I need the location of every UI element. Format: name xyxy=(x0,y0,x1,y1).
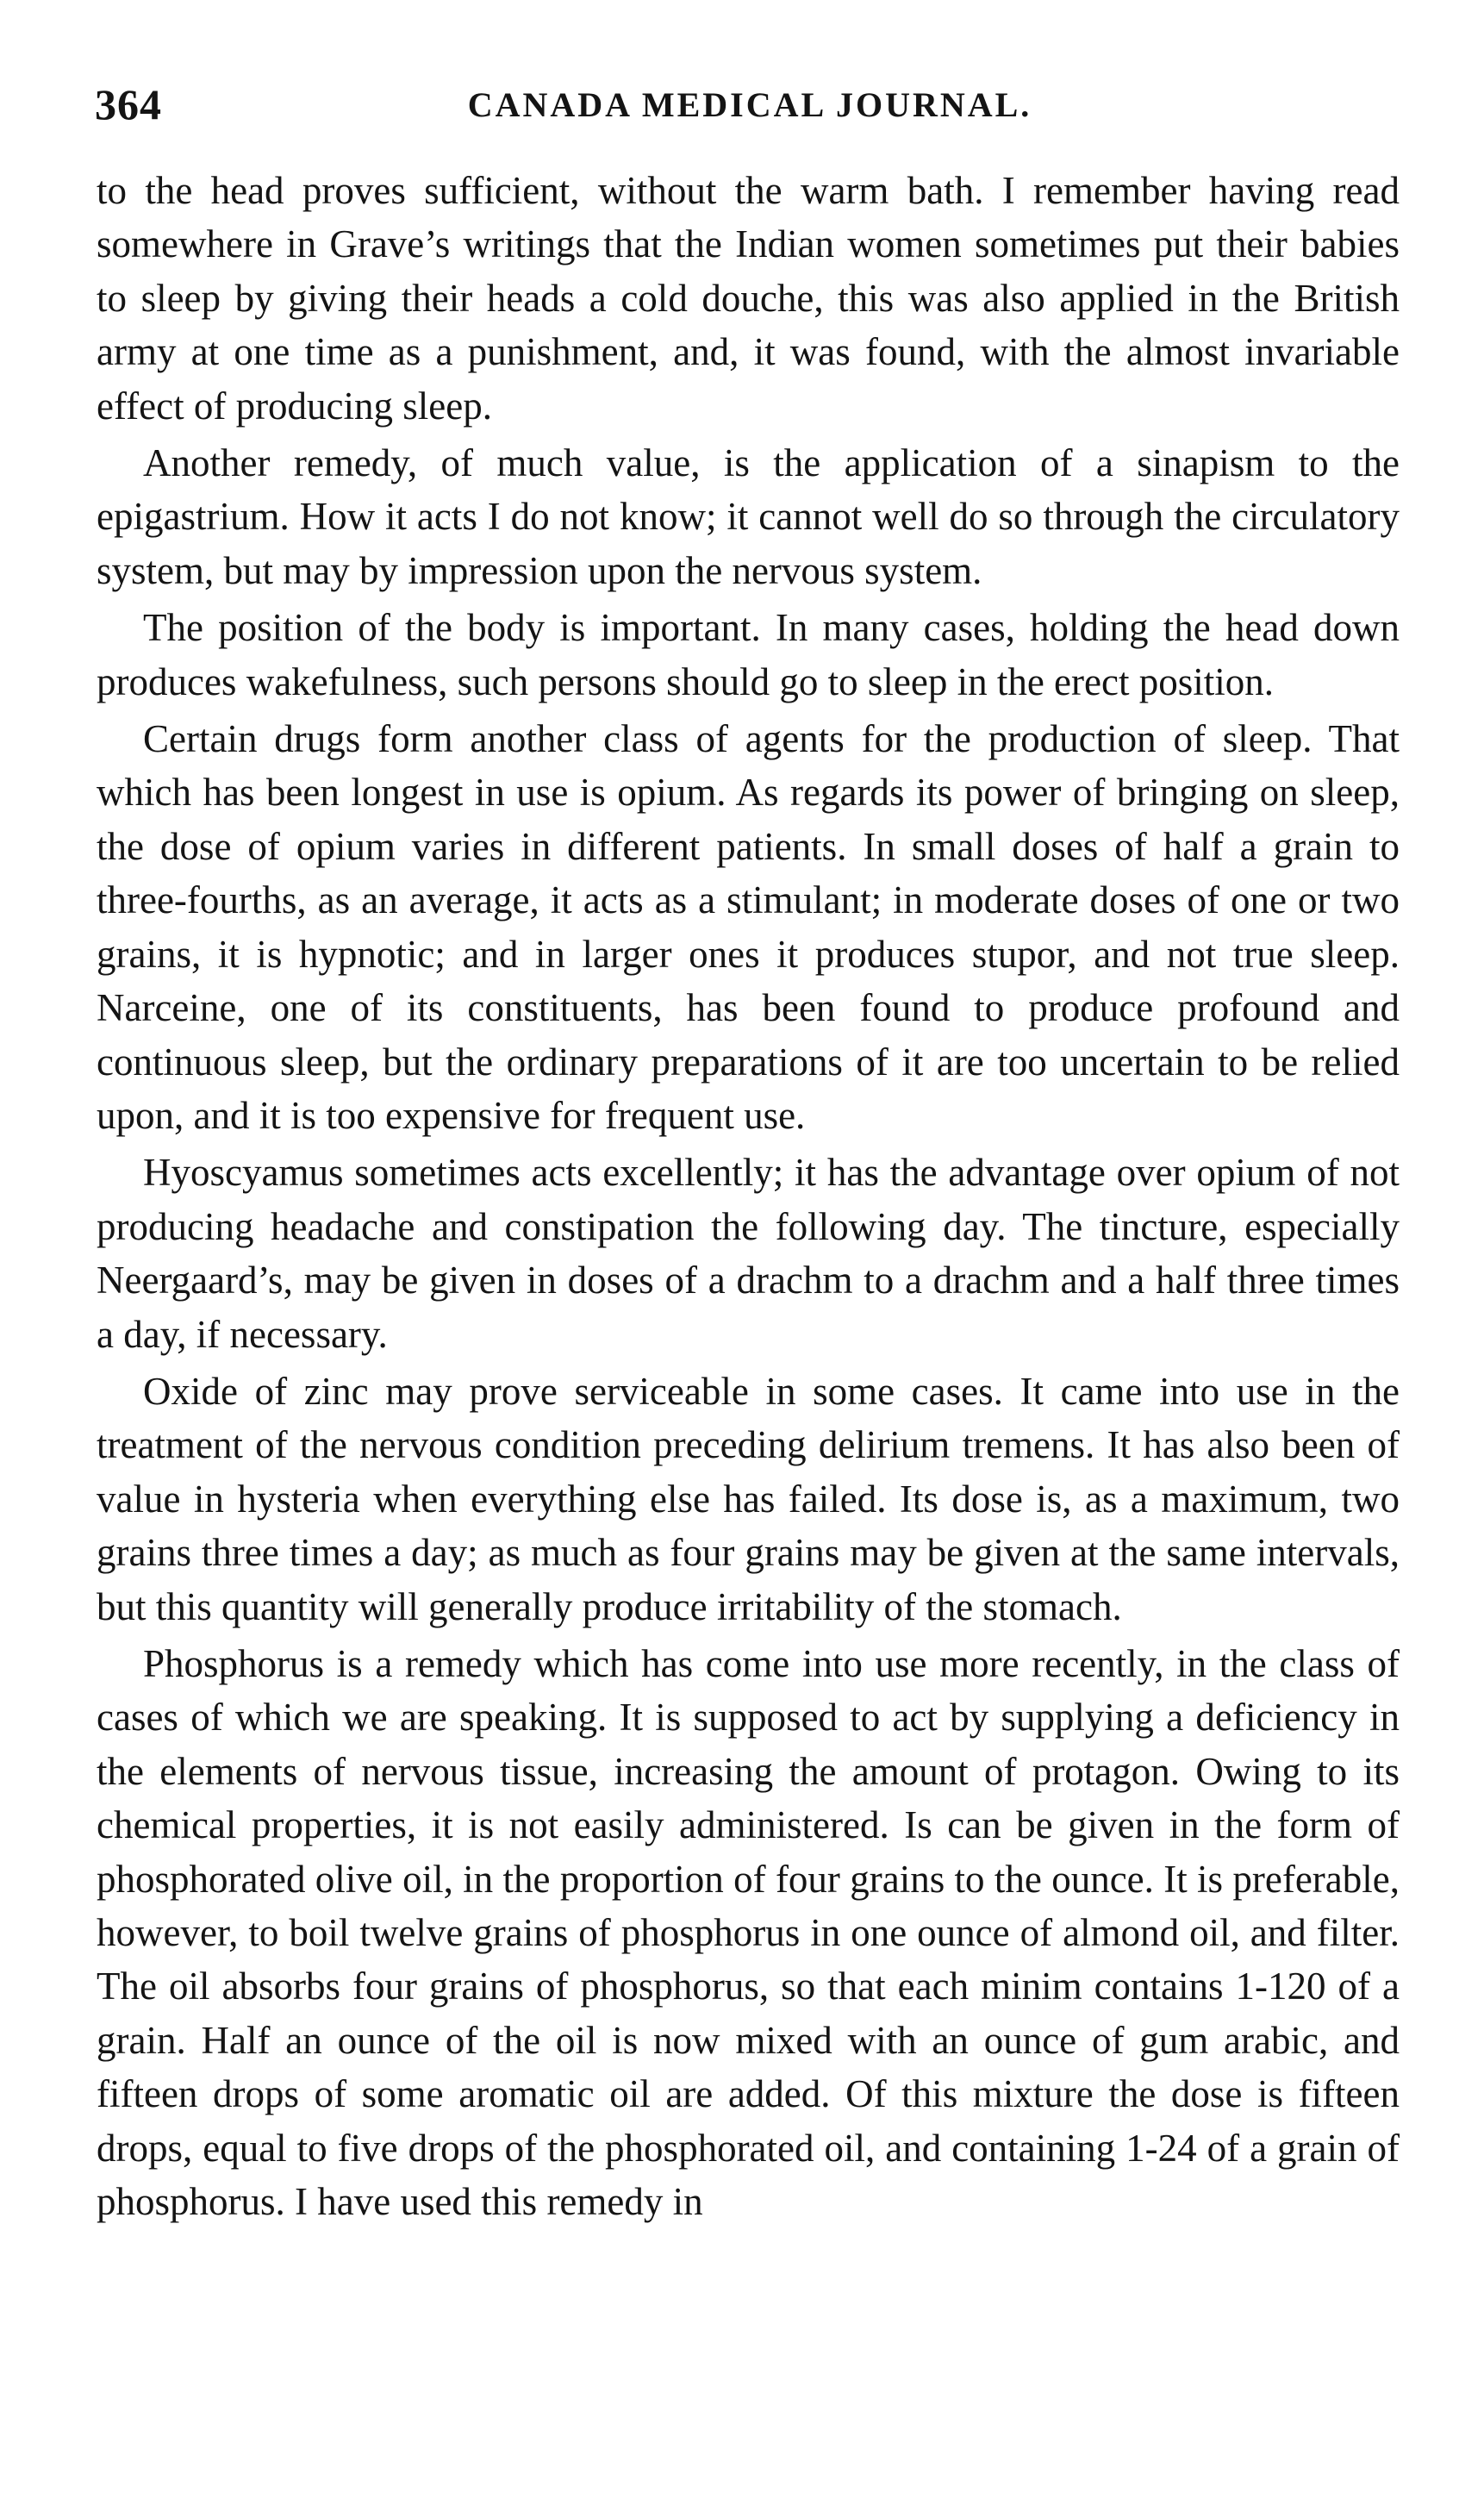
paragraph-opium: Certain drugs form another class of agents for the production of sleep. That which has been longest in use is opium. As regards its power of bringing on sleep, the dose of opium varies in different patients. In small doses of half a grain to three-fourths, as an average, it acts as a stimulant; in moderate doses of one or two grains, it is hypnotic; and in larger ones it produces stupor, and not true sleep. Narceine, one of its constituents, has been found to produce profound and continuous sleep, but the ordinary preparations of it are too uncertain to be relied upon, and it is too expensive for frequent use. xyxy=(97,717,1400,1137)
paragraph-continued: to the head proves sufficient, without the warm bath. I remember having read somewhere in Grave’s writings that the Indian women sometimes put their babies to sleep by giving their heads a cold douche, this was also applied in the British army at one time as a punishment, and, it was found, with the almost invariable effect of producing sleep. xyxy=(97,169,1400,428)
page-number: 364 xyxy=(95,80,162,128)
body-text xyxy=(97,164,1400,2232)
paragraph-sinapism: Another remedy, of much value, is the application of a sinapism to the epigastrium. How it acts I do not know; it cannot well do so through the circulatory system, but may by impression upon the nervous system. xyxy=(97,441,1400,592)
journal-title: CANADA MEDICAL JOURNAL. xyxy=(467,85,1032,124)
paragraph-hyoscyamus: Hyoscyamus sometimes acts excellently; it has the advantage over opium of not producing headache and constipation the following day. The tincture, especially Neergaard’s, may be given in doses of a drachm to a drachm and a half three times a day, if necessary. xyxy=(97,1151,1400,1356)
paragraph-phosphorus: Phosphorus is a remedy which has come into use more recently, in the class of cases of which we are speaking. It is supposed to act by supplying a deficiency in the elements of nervous tissue, increasing the amount of protagon. Owing to its chemical properties, it is not easily administered. Is can be given in the form of phosphorated olive oil, in the proportion of four grains to the ounce. It is preferable, however, to boil twelve grains of phosphorus in one ounce of almond oil, and filter. The oil absorbs four grains of phosphorus, so that each minim contains 1-120 of a grain. Half an ounce of the oil is now mixed with an ounce of gum arabic, and fifteen drops of some aromatic oil are added. Of this mixture the dose is fifteen drops, equal to five drops of the phosphorated oil, and containing 1-24 of a grain of phosphorus. I have used this remedy in xyxy=(97,1641,1400,2224)
running-head xyxy=(95,79,1405,140)
paragraph-oxide-of-zinc: Oxide of zinc may prove serviceable in some cases. It came into use in the treatment of the nervous condition preceding delirium tremens. It has also been of value in hysteria when everything else has failed. Its dose is, as a maximum, two grains three times a day; as much as four grains may be given at the same intervals, but this quantity will generally produce irritability of the stomach. xyxy=(97,1369,1400,1628)
paragraph-body-position: The position of the body is important. In many cases, holding the head down produces wakefulness, such persons should go to sleep in the erect position. xyxy=(97,606,1400,703)
